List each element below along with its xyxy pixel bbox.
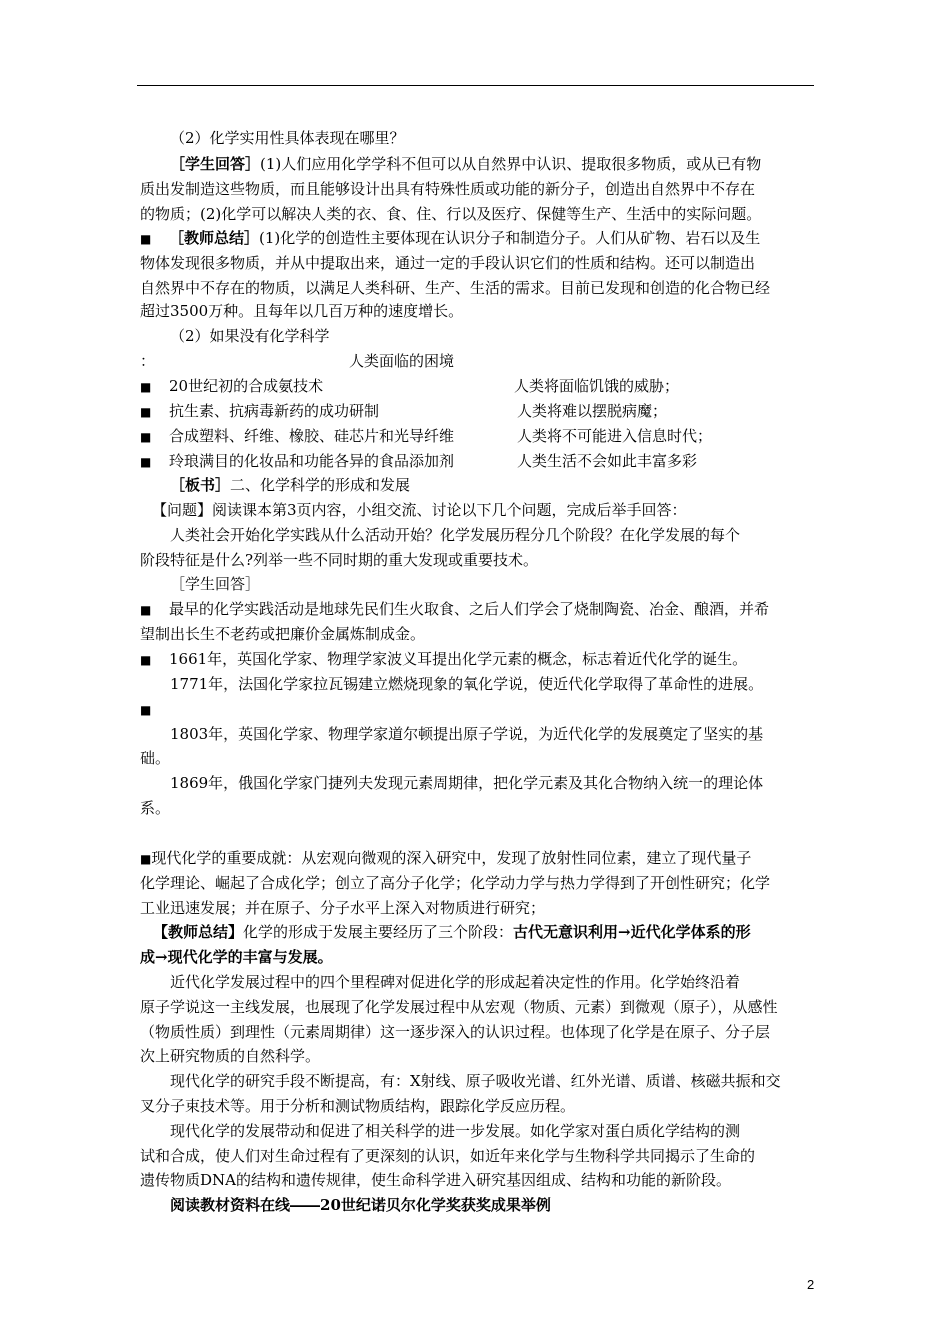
history-line-1771: 1771年，法国化学家拉瓦锡建立燃烧现象的氧化学说，使近代化学取得了革命性的进展。 <box>170 675 764 693</box>
student-answer-label: ［学生回答］ <box>170 155 261 173</box>
dilemma-row-1-result: 人类将面临饥饿的威胁； <box>514 377 680 395</box>
milestones-line-1: 近代化学发展过程中的四个里程碑对促进化学的形成起着决定性的作用。化学始终沿着 <box>170 973 741 991</box>
board-heading: ［板书］二、化学科学的形成和发展 <box>170 476 411 494</box>
header-rule <box>137 85 814 86</box>
history-line-2: 望制出长生不老药或把廉价金属炼制成金。 <box>140 625 426 643</box>
dilemma-row-4-result: 人类生活不会如此丰富多彩 <box>517 452 698 470</box>
modern-achievements-line-2: 化学理论、崛起了合成化学；创立了高分子化学；化学动力学与热力学得到了开创性研究；化学 <box>140 874 771 892</box>
problem-label: 【问题】 <box>152 501 213 519</box>
dilemma-row-3-result: 人类将不可能进入信息时代； <box>517 427 713 445</box>
teacher-summary-line-4: 超过3500万种。且每年以几百万种的速度增长。 <box>140 302 464 320</box>
teacher-summary-label: ［教师总结］ <box>169 229 260 247</box>
dilemma-heading: 人类面临的困境 <box>349 352 455 370</box>
teacher-summary-line-1: ■ ［教师总结］(1)化学的创造性主要体现在认识分子和制造分子。人们从矿物、岩石以及生 <box>140 229 761 247</box>
student-answer-heading: ［学生回答］ <box>170 575 261 593</box>
bullet-square-icon: ■ <box>140 380 152 394</box>
dilemma-row-2: ■ 抗生素、抗病毒新药的成功研制 <box>140 402 380 420</box>
student-answer-line-2: 质出发制造这些物质，而且能够设计出具有特殊性质或功能的新分子，创造出自然界中不存在 <box>140 180 756 198</box>
question-no-chemistry: （2）如果没有化学科学 <box>170 327 330 345</box>
problem-question-1: 人类社会开始化学实践从什么活动开始？化学发展历程分几个阶段？在化学发展的每个 <box>170 526 741 544</box>
modern-achievements-line-1: ■现代化学的重要成就：从宏观向微观的深入研究中，发现了放射性同位素，建立了现代量子 <box>140 849 752 867</box>
modern-methods-line-1: 现代化学的研究手段不断提高，有：X射线、原子吸收光谱、红外光谱、质谱、核磁共振和交 <box>170 1072 781 1090</box>
dilemma-row-2-result: 人类将难以摆脱病魔； <box>517 402 668 420</box>
reading-material-heading: 阅读教材资料在线――20世纪诺贝尔化学奖获奖成果举例 <box>170 1196 551 1214</box>
bullet-square-icon: ■ <box>140 703 152 717</box>
student-answer-line-3: 的物质；(2)化学可以解决人类的衣、食、住、行以及医疗、保健等生产、生活中的实际问题。 <box>140 205 762 223</box>
modern-impact-line-1: 现代化学的发展带动和促进了相关科学的进一步发展。如化学家对蛋白质化学结构的测 <box>170 1122 741 1140</box>
teacher-conclusion-line-2: 成→现代化学的丰富与发展。 <box>140 948 333 966</box>
history-line-1869-cont: 系。 <box>140 799 171 817</box>
milestones-line-2: 原子学说这一主线发展，也展现了化学发展过程中从宏观（物质、元素）到微观（原子），从感性 <box>140 998 778 1016</box>
modern-methods-line-2: 叉分子束技术等。用于分析和测试物质结构，跟踪化学反应历程。 <box>140 1097 576 1115</box>
problem-question-2: 阶段特征是什么?列举一些不同时期的重大发现或重要技术。 <box>140 551 539 569</box>
bullet-square-icon: ■ <box>140 232 152 246</box>
bullet-square-icon: ■ <box>140 852 152 866</box>
history-line-1803: 1803年，英国化学家、物理学家道尔顿提出原子学说，为近代化学的发展奠定了坚实的基 <box>170 725 764 743</box>
history-line-1: ■ 最早的化学实践活动是地球先民们生火取食、之后人们学会了烧制陶瓷、冶金、酿酒，并希 <box>140 600 770 618</box>
milestones-line-3: （物质性质）到理性（元素周期律）这一逐步深入的认识过程。也体现了化学是在原子、分子层 <box>140 1023 771 1041</box>
bullet-square-icon: ■ <box>140 430 152 444</box>
modern-impact-line-2: 试和合成，使人们对生命过程有了更深刻的认识，如近年来化学与生物科学共同揭示了生命的 <box>140 1147 756 1165</box>
page-number: 2 <box>807 1277 815 1292</box>
bullet-square-icon: ■ <box>140 455 152 469</box>
bullet-square-icon: ■ <box>140 405 152 419</box>
modern-achievements-line-3: 工业迅速发展；并在原子、分子水平上深入对物质进行研究； <box>140 899 546 917</box>
student-answer-line-1: ［学生回答］(1)人们应用化学学科不但可以从自然界中认识、提取很多物质，或从已有物 <box>170 155 762 173</box>
history-line-1661: ■ 1661年，英国化学家、物理学家波义耳提出化学元素的概念，标志着近代化学的诞生。 <box>140 650 748 668</box>
history-line-1869: 1869年，俄国化学家门捷列夫发现元素周期律，把化学元素及其化合物纳入统一的理论体 <box>170 774 764 792</box>
dilemma-row-1: ■ 20世纪初的合成氨技术 <box>140 377 324 395</box>
teacher-conclusion-line-1: 【教师总结】化学的形成于发展主要经历了三个阶段：古代无意识利用→近代化学体系的形 <box>153 923 751 941</box>
dilemma-row-3: ■ 合成塑料、纤维、橡胶、硅芯片和光导纤维 <box>140 427 455 445</box>
bullet-square-icon: ■ <box>140 653 152 667</box>
milestones-line-4: 次上研究物质的自然科学。 <box>140 1047 321 1065</box>
dilemma-colon: ： <box>140 352 156 370</box>
bullet-only-line <box>140 700 169 719</box>
board-label: ［板书］ <box>170 476 231 494</box>
teacher-summary-line-2: 物体发现很多物质，并从中提取出来，通过一定的手段认识它们的性质和结构。还可以制造出 <box>140 254 756 272</box>
problem-line: 【问题】阅读课本第3页内容，小组交流、讨论以下几个问题，完成后举手回答： <box>152 501 687 519</box>
question-2-line: （2）化学实用性具体表现在哪里？ <box>170 129 405 147</box>
modern-impact-line-3: 遗传物质DNA的结构和遗传规律，使生命科学进入研究基因组成、结构和功能的新阶段。 <box>140 1171 731 1189</box>
history-line-1803-cont: 础。 <box>140 749 171 767</box>
dilemma-row-4: ■ 玲琅满目的化妆品和功能各异的食品添加剂 <box>140 452 455 470</box>
teacher-summary-line-3: 自然界中不存在的物质，以满足人类科研、生产、生活的需求。目前已发现和创造的化合物已经 <box>140 279 771 297</box>
bullet-square-icon: ■ <box>140 603 152 617</box>
teacher-conclusion-label: 【教师总结】 <box>153 923 244 941</box>
